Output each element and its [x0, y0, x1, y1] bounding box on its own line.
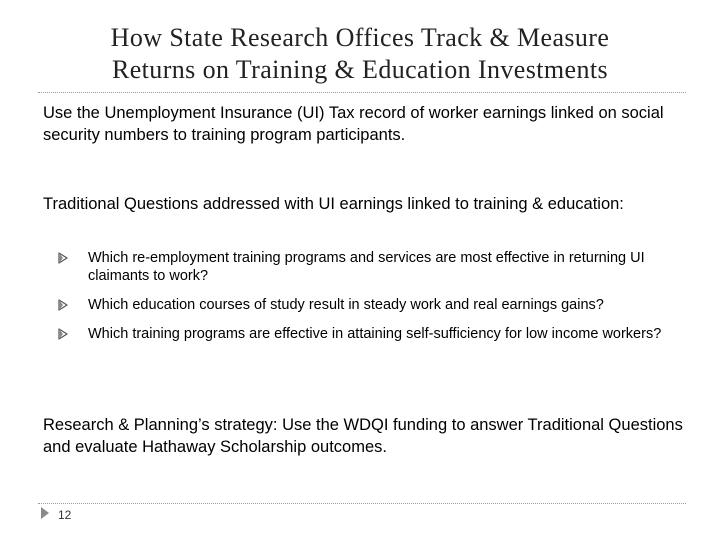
intro-paragraph: Use the Unemployment Insurance (UI) Tax record of worker earnings linked on social security numbers to training program participants.	[43, 104, 664, 144]
footer-divider	[38, 503, 686, 504]
slide-number: 12	[58, 508, 72, 522]
list-item-text: Which education courses of study result in steady work and real earnings gains?	[88, 297, 604, 313]
list-item	[58, 296, 678, 314]
list-item	[58, 249, 678, 285]
list-item	[58, 325, 678, 343]
strategy-paragraph: Research & Planning’s strategy: Use the WDQI funding to answer Traditional Questions and evaluate Hathaway Scholarship outcomes.	[43, 416, 683, 456]
title-divider	[38, 92, 686, 93]
questions-list	[58, 249, 678, 354]
arrowhead-bullet-icon	[58, 299, 68, 311]
list-item-text: Which training programs are effective in attaining self-sufficiency for low income workers?	[88, 326, 662, 342]
slide-corner-arrow-icon	[40, 507, 50, 519]
slide-title	[20, 22, 700, 86]
list-item-text: Which re-employment training programs and services are most effective in returning UI claimants to work?	[88, 250, 645, 284]
arrowhead-bullet-icon	[58, 328, 68, 340]
questions-heading: Traditional Questions addressed with UI earnings linked to training & education:	[43, 195, 624, 213]
slide-title-line-2: Returns on Training & Education Investments	[111, 55, 608, 84]
arrowhead-bullet-icon	[58, 252, 68, 264]
slide-title-line-1: How State Research Offices Track & Measure	[110, 23, 610, 52]
